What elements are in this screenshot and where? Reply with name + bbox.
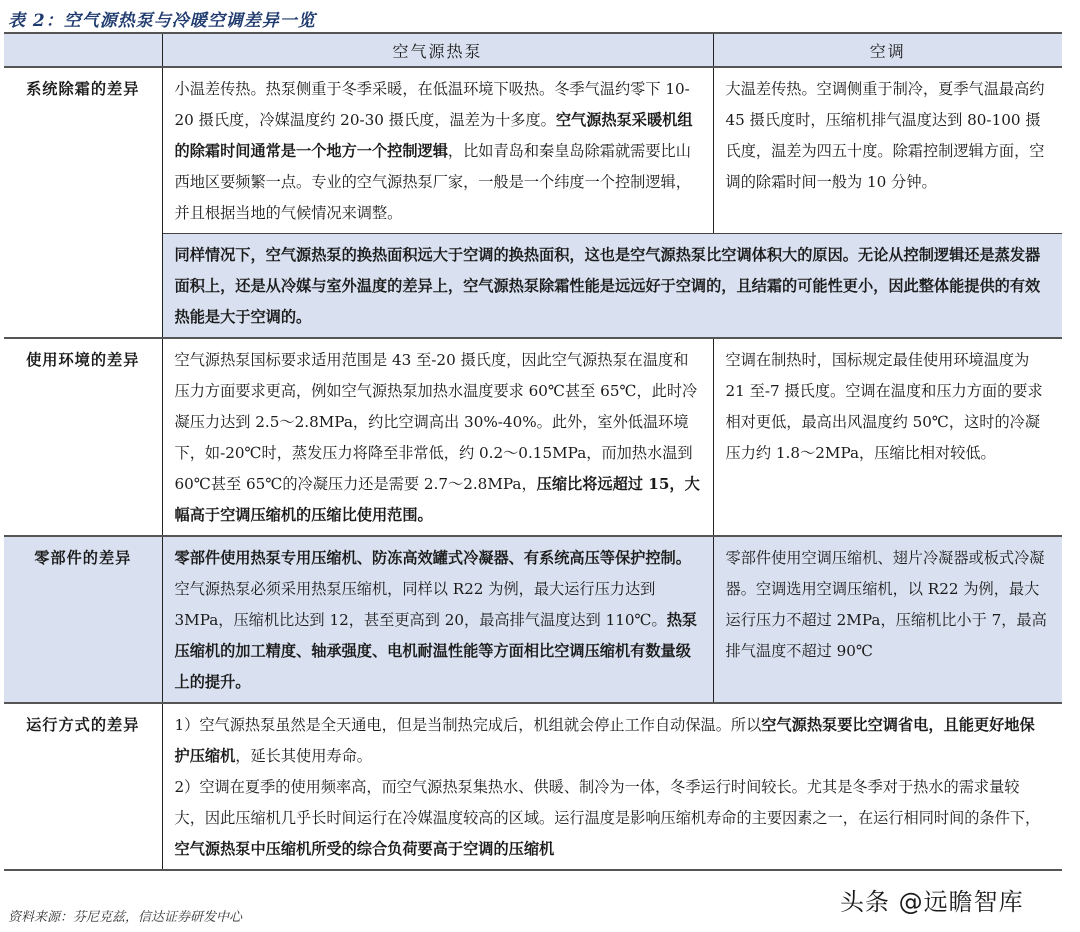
cell-text: 空气源热泵必须采用热泵压缩机，同样以 R22 为例，最大运行压力达到 3MPa，压缩机比达到 12，甚至更高到 20，最高排气温度达到 110℃。 [174, 580, 667, 629]
header-empty [4, 33, 162, 67]
table-row-defrost [4, 67, 1062, 234]
cell-merged-operation [162, 703, 1062, 870]
watermark: 头条 @远瞻智库 [836, 882, 1028, 917]
cell-text-bold: 压缩比将远超过 15，大幅高于空调压缩机的压缩比使用范围。 [174, 475, 700, 524]
cell-text-bold: 空气源热泵采暖机组的除霜时间通常是一个地方一个控制逻辑 [174, 111, 693, 160]
table-caption: 表 2：空气源热泵与冷暖空调差异一览 [8, 11, 316, 31]
comparison-table [4, 32, 1062, 871]
cell-air-conditioner [713, 67, 1062, 234]
cell-text: 空气源热泵国标要求适用范围是 43 至-20 摄氏度，因此空气源热泵在温度和压力方面要求更高，例如空气源热泵加热水温度要求 60℃甚至 65℃，此时冷凝压力达到 2.5～2.8MPa，约比空调高出 30%-40%。此外，室外低温环境下，如-20℃时，蒸发压力将降至非常低，约 0.2～0.15MPa，而加热水温到 60℃甚至 65℃的冷凝压力还是需要 2.7～2.8MPa， [174, 351, 698, 493]
cell-air-conditioner [713, 338, 1062, 536]
cell-text: 零部件使用空调压缩机、翅片冷凝器或板式冷凝器。空调选用空调压缩机，以 R22 为例，最大运行压力不超过 2MPa，压缩机比小于 7，最高排气温度不超过 90℃ [725, 549, 1047, 660]
table-row-components [4, 536, 1062, 703]
cell-merged-summary: 同样情况下，空气源热泵的换热面积远大于空调的换热面积，这也是空气源热泵比空调体积大的原因。无论从控制逻辑还是蒸发器面积上，还是从冷媒与室外温度的差异上，空气源热泵除霜性能是远远好于空调的，且结霜的可能性更小，因此整体能提供的有效热能是大于空调的。 [162, 234, 1062, 339]
cell-text-bold: 空气源热泵中压缩机所受的综合负荷要高于空调的压缩机 [174, 840, 555, 858]
header-air-conditioner: 空调 [713, 33, 1062, 67]
cell-heat-pump [162, 536, 713, 703]
cell-text-bold: 零部件使用热泵专用压缩机、防冻高效罐式冷凝器、有系统高压等保护控制。 [174, 549, 691, 567]
cell-air-conditioner [713, 536, 1062, 703]
cell-heat-pump [162, 67, 713, 234]
cell-text: 1）空气源热泵虽然是全天通电，但是当制热完成后，机组就会停止工作自动保温。所以 [174, 716, 762, 734]
row-label: 使用环境的差异 [4, 338, 162, 536]
cell-text: ，比如青岛和秦皇岛除霜就需要比山西地区要频繁一点。专业的空气源热泵厂家，一般是一个纬度一个控制逻辑，并且根据当地的气候情况来调整。 [174, 142, 691, 222]
row-label: 系统除霜的差异 [4, 67, 162, 338]
table-row-environment [4, 338, 1062, 536]
cell-text: 大温差传热。空调侧重于制冷，夏季气温最高约 45 摄氏度时，压缩机排气温度达到 80-100 摄氏度，温差为四五十度。除霜控制逻辑方面，空调的除霜时间一般为 10 分钟。 [725, 80, 1045, 191]
cell-text: ，延长其使用寿命。 [235, 747, 372, 765]
row-label: 运行方式的差异 [4, 703, 162, 870]
cell-text-bold: 空气源热泵要比空调省电，且能更好地保护压缩机 [174, 716, 1035, 765]
table-row-operation [4, 703, 1062, 870]
table-row-defrost-summary [4, 234, 1062, 339]
cell-text: 空调在制热时，国标规定最佳使用环境温度为 21 至-7 摄氏度。空调在温度和压力方面的要求相对更低，最高出风温度约 50℃，这时的冷凝压力约 1.8～2MPa，压缩比相对较低。 [725, 351, 1043, 462]
header-heat-pump: 空气源热泵 [162, 33, 713, 67]
cell-text: 小温差传热。热泵侧重于冬季采暖，在低温环境下吸热。冬季气温约零下 10-20 摄氏度，冷媒温度约 20-30 摄氏度，温差为十多度。 [174, 80, 690, 129]
cell-text-bold: 热泵压缩机的加工精度、轴承强度、电机耐温性能等方面相比空调压缩机有数量级上的提升。 [174, 611, 698, 691]
cell-heat-pump [162, 338, 713, 536]
row-label: 零部件的差异 [4, 536, 162, 703]
source-note: 资料来源：芬尼克兹，信达证券研发中心 [8, 910, 243, 925]
cell-text: 2）空调在夏季的使用频率高，而空气源热泵集热水、供暖、制冷为一体，冬季运行时间较长。尤其是冬季对于热水的需求量较大，因此压缩机几乎长时间运行在冷媒温度较高的区域。运行温度是影响压缩机寿命的主要因素之一，在运行相同时间的条件下， [174, 778, 1041, 827]
table-header-row [4, 33, 1062, 67]
